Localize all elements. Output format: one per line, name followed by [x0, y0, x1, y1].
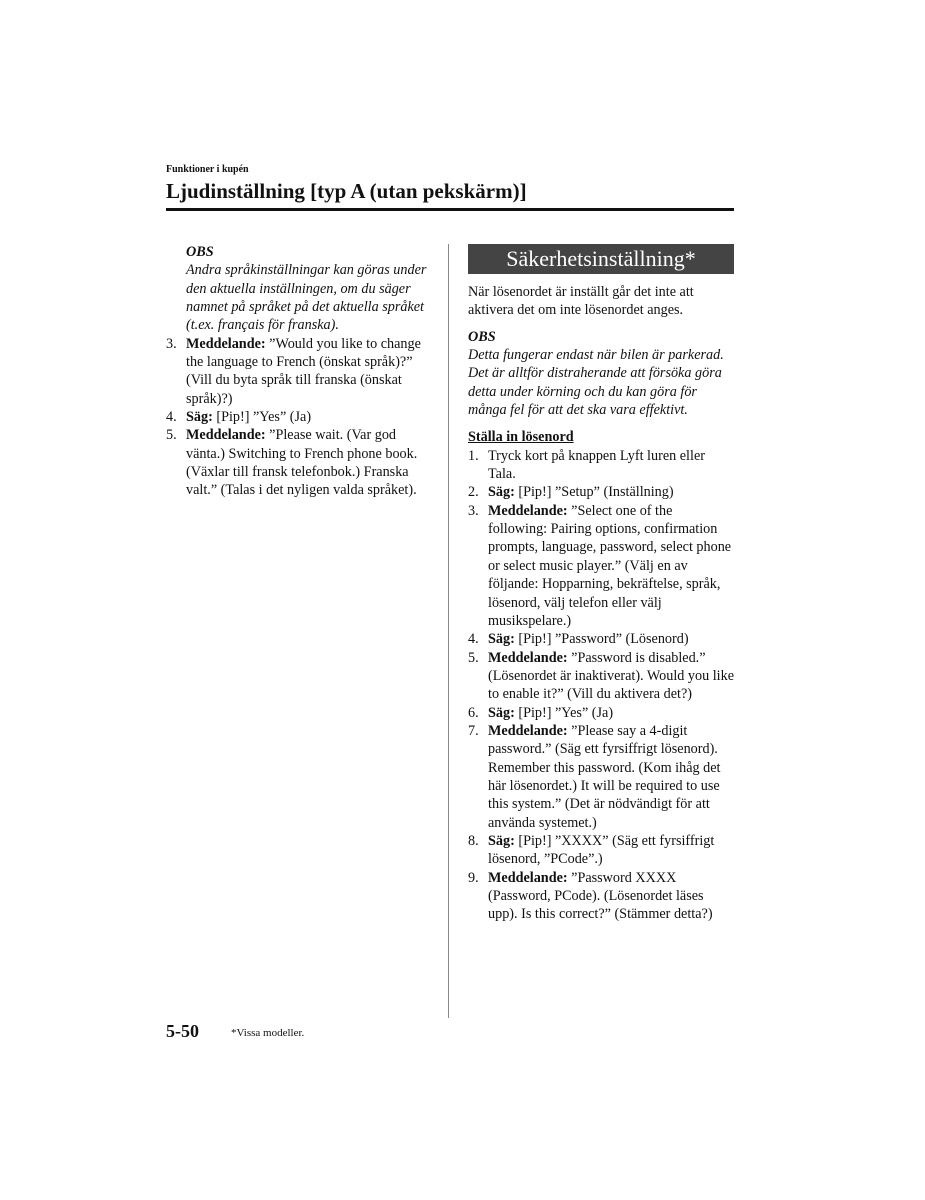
- step-number: 2.: [468, 484, 479, 501]
- page-number: 5-50: [166, 1021, 199, 1041]
- section-label: Funktioner i kupén: [166, 164, 249, 175]
- step-number: 3.: [468, 502, 479, 519]
- step-text: ”Please say a 4-digit password.” (Säg ett fyrsiffrigt lösenord). Remember this password. (Kom ihåg det här lösenordet.) It will be required to use this system.” (Det är nödvändigt för att använda systemet.): [488, 722, 721, 831]
- step-label: Meddelande:: [488, 649, 568, 666]
- list-item: [468, 832, 734, 869]
- step-label: Meddelande:: [488, 869, 568, 886]
- step-number: 6.: [468, 704, 479, 721]
- section-banner: Säkerhetsinställning*: [468, 244, 734, 274]
- step-text: [Pip!] ”XXXX” (Säg ett fyrsiffrigt lösenord, ”PCode”.): [488, 832, 715, 868]
- step-list: [166, 335, 436, 500]
- title-rule: [166, 208, 734, 211]
- note-label: OBS: [468, 328, 496, 345]
- list-item: [468, 869, 734, 924]
- note-block: [166, 243, 436, 335]
- list-item: [166, 408, 436, 426]
- step-text: ”Select one of the following: Pairing options, confirmation prompts, language, password, select phone or select music player.” (Välj en av följande: Hopparning, bekräftelse, språk, lösenord, välj telefon eller välj musikspelare.): [488, 502, 732, 629]
- step-label: Säg:: [488, 704, 515, 721]
- list-item: [468, 704, 734, 722]
- list-item: [468, 447, 734, 484]
- note-text: Detta fungerar endast när bilen är parkerad. Det är alltför distraherande att försöka göra detta under körning och du kan göra för många fel för att det ska vara effektivt.: [468, 347, 724, 419]
- step-number: 1.: [468, 447, 479, 464]
- step-number: 5.: [166, 427, 177, 444]
- step-number: 8.: [468, 832, 479, 849]
- list-item: [468, 483, 734, 501]
- subheading: Ställa in lösenord: [468, 429, 574, 446]
- step-label: Meddelande:: [186, 427, 266, 444]
- step-label: Säg:: [488, 832, 515, 849]
- step-number: 9.: [468, 869, 479, 886]
- step-number: 3.: [166, 335, 177, 352]
- list-item: [468, 630, 734, 648]
- note-text: Andra språkinställningar kan göras under den aktuella inställningen, om du säger namnet på språket på det aktuella språket (t.ex. français för franska).: [186, 262, 427, 334]
- step-label: Säg:: [488, 631, 515, 648]
- step-label: Meddelande:: [488, 722, 568, 739]
- step-text: [Pip!] ”Setup” (Inställning): [514, 484, 674, 501]
- page-title: Ljudinställning [typ A (utan pekskärm)]: [166, 179, 527, 203]
- step-list: [468, 447, 734, 924]
- step-text: [Pip!] ”Password” (Lösenord): [514, 631, 689, 648]
- intro-text: När lösenordet är inställt går det inte att aktivera det om inte lösenordet anges.: [468, 284, 694, 319]
- list-item: [166, 335, 436, 408]
- step-label: Säg:: [488, 484, 515, 501]
- list-item: [468, 649, 734, 704]
- step-text: ”Would you like to change the language to French (önskat språk)?” (Vill du byta språk till franska (önskat språk)?): [186, 335, 421, 407]
- step-text: ”Password XXXX (Password, PCode). (Lösenordet läses upp). Is this correct?” (Stämmer detta?): [488, 869, 713, 923]
- step-text: [Pip!] ”Yes” (Ja): [212, 409, 312, 426]
- step-number: 4.: [468, 631, 479, 648]
- step-label: Meddelande:: [186, 335, 266, 352]
- column-divider: [448, 244, 449, 1018]
- note-label: OBS: [186, 244, 214, 260]
- step-text: ”Please wait. (Var god vänta.) Switching to French phone book. (Växlar till fransk telefonbok.) Franska valt.” (Talas i det nyligen valda språket).: [186, 427, 418, 499]
- note-block: [468, 328, 734, 420]
- list-item: [166, 426, 436, 499]
- footnote: *Vissa modeller.: [231, 1027, 305, 1039]
- step-number: 4.: [166, 409, 177, 426]
- step-text: [Pip!] ”Yes” (Ja): [514, 704, 614, 721]
- step-text: Tryck kort på knappen Lyft luren eller Tala.: [488, 447, 705, 483]
- right-column: [468, 244, 734, 924]
- step-number: 7.: [468, 722, 479, 739]
- step-number: 5.: [468, 649, 479, 666]
- list-item: [468, 722, 734, 832]
- step-text: ”Password is disabled.” (Lösenordet är inaktiverat). Would you like to enable it?” (Vill du aktivera det?): [488, 649, 735, 703]
- step-label: Meddelande:: [488, 502, 568, 519]
- step-label: Säg:: [186, 409, 213, 426]
- left-column: [166, 243, 436, 500]
- list-item: [468, 502, 734, 630]
